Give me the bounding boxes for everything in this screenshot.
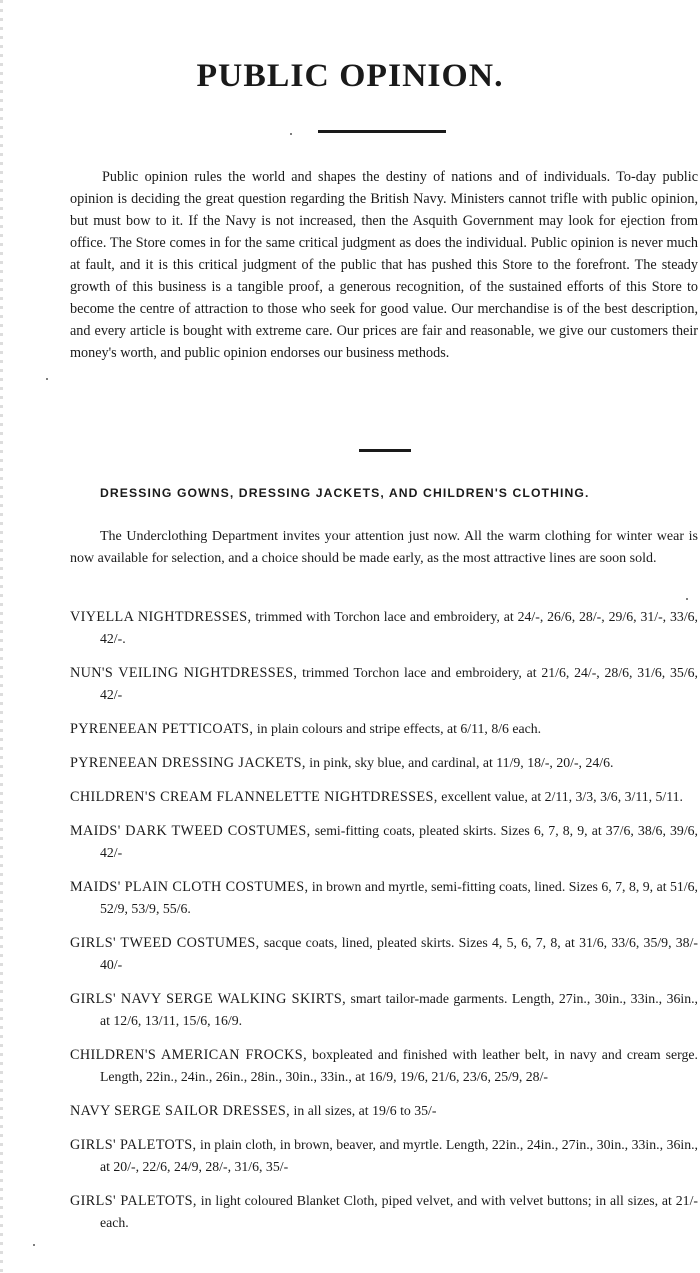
item-list	[70, 606, 698, 1246]
print-speck	[46, 378, 48, 380]
list-item	[70, 988, 698, 1032]
list-item	[70, 718, 698, 740]
intro-text: Public opinion rules the world and shapes the destiny of nations and of individuals. To-day public opinion is deciding the great question regarding the British Navy. Ministers cannot trifle with public opinion, but must bow to it. If the Navy is not increased, then the Asquith Government may look for ejection from office. The Store comes in for the same critical judgment as does the individual. Public opinion is never much at fault, and it is this critical judgment of the public that has pushed this Store to the forefront. The steady growth of this business is a tangible proof, a generous recognition, of the sustained efforts of this Store to become the centre of attraction to those who seek for good value. Our merchandise is of the best description, and every article is bought with extreme care. Our prices are fair and reasonable, we give our customers their money's worth, and public opinion endorses our business methods.	[70, 169, 698, 361]
item-description: trimmed Torchon lace and embroidery, at 21/6, 24/-, 28/6, 31/6, 35/6, 42/-	[100, 665, 699, 702]
item-description: trimmed with Torchon lace and embroidery, at 24/-, 26/6, 28/-, 29/6, 31/-, 33/6, 42/-.	[100, 609, 698, 646]
list-item	[70, 662, 698, 706]
item-description: in pink, sky blue, and cardinal, at 11/9, 18/-, 20/-, 24/6.	[305, 755, 614, 770]
item-description: sacque coats, lined, pleated skirts. Sizes 4, 5, 6, 7, 8, at 31/6, 33/6, 35/9, 38/- 40/-	[100, 935, 698, 972]
item-description: semi-fitting coats, pleated skirts. Sizes 6, 7, 8, 9, at 37/6, 38/6, 39/6, 42/-	[100, 823, 699, 860]
item-description: in all sizes, at 19/6 to 35/-	[290, 1103, 437, 1118]
item-description: excellent value, at 2/11, 3/3, 3/6, 3/11, 5/11.	[437, 789, 683, 804]
item-name: PYRENEEAN DRESSING JACKETS,	[70, 755, 306, 771]
list-item	[70, 1190, 698, 1234]
title-rule	[318, 130, 446, 133]
item-description: in brown and myrtle, semi-fitting coats, lined. Sizes 6, 7, 8, 9, at 51/6, 52/9, 53/9, 55/6.	[100, 879, 698, 916]
item-name: CHILDREN'S CREAM FLANNELETTE NIGHTDRESSES,	[70, 789, 438, 805]
item-name: GIRLS' PALETOTS,	[70, 1193, 197, 1209]
print-speck	[33, 1244, 35, 1246]
print-speck	[686, 598, 688, 600]
list-item	[70, 752, 698, 774]
section-divider	[359, 449, 411, 452]
item-name: MAIDS' DARK TWEED COSTUMES,	[70, 823, 311, 839]
list-item	[70, 786, 698, 808]
department-intro-text: The Underclothing Department invites your attention just now. All the warm clothing for winter wear is now available for selection, and a choice should be made early, as the most attractive lines are soon sold.	[70, 529, 698, 566]
item-name: GIRLS' PALETOTS,	[70, 1137, 197, 1153]
intro-paragraph	[70, 166, 698, 364]
item-description: in plain cloth, in brown, beaver, and myrtle. Length, 22in., 24in., 27in., 30in., 33in., 36in., at 20/-, 22/6, 24/9, 28/-, 31/6, 35/-	[100, 1137, 698, 1174]
item-name: NUN'S VEILING NIGHTDRESSES,	[70, 665, 298, 681]
page-title: PUBLIC OPINION.	[196, 58, 504, 94]
page-edge	[0, 0, 3, 1273]
list-item	[70, 932, 698, 976]
list-item	[70, 1044, 698, 1088]
item-name: GIRLS' NAVY SERGE WALKING SKIRTS,	[70, 991, 347, 1007]
item-name: CHILDREN'S AMERICAN FROCKS,	[70, 1047, 308, 1063]
item-description: boxpleated and finished with leather belt, in navy and cream serge. Length, 22in., 24in., 26in., 28in., 30in., 33in., at 16/9, 19/6, 21/6, 23/6, 25/9, 28/-	[100, 1047, 698, 1084]
section-heading: DRESSING GOWNS, DRESSING JACKETS, AND CHILDREN'S CLOTHING.	[100, 486, 590, 500]
item-name: PYRENEEAN PETTICOATS,	[70, 721, 254, 737]
department-intro	[70, 526, 698, 570]
list-item	[70, 606, 698, 650]
item-name: GIRLS' TWEED COSTUMES,	[70, 935, 260, 951]
item-name: NAVY SERGE SAILOR DRESSES,	[70, 1103, 291, 1119]
list-item	[70, 876, 698, 920]
print-speck	[290, 133, 292, 135]
list-item	[70, 820, 698, 864]
list-item	[70, 1134, 698, 1178]
list-item	[70, 1100, 698, 1122]
item-name: MAIDS' PLAIN CLOTH COSTUMES,	[70, 879, 309, 895]
item-description: in plain colours and stripe effects, at 6/11, 8/6 each.	[253, 721, 542, 736]
item-description: in light coloured Blanket Cloth, piped velvet, and with velvet buttons; in all sizes, at 21/- each.	[100, 1193, 698, 1230]
item-description: smart tailor-made garments. Length, 27in., 30in., 33in., 36in., at 12/6, 13/11, 15/6, 16/9.	[100, 991, 698, 1028]
item-name: VIYELLA NIGHTDRESSES,	[70, 609, 252, 625]
